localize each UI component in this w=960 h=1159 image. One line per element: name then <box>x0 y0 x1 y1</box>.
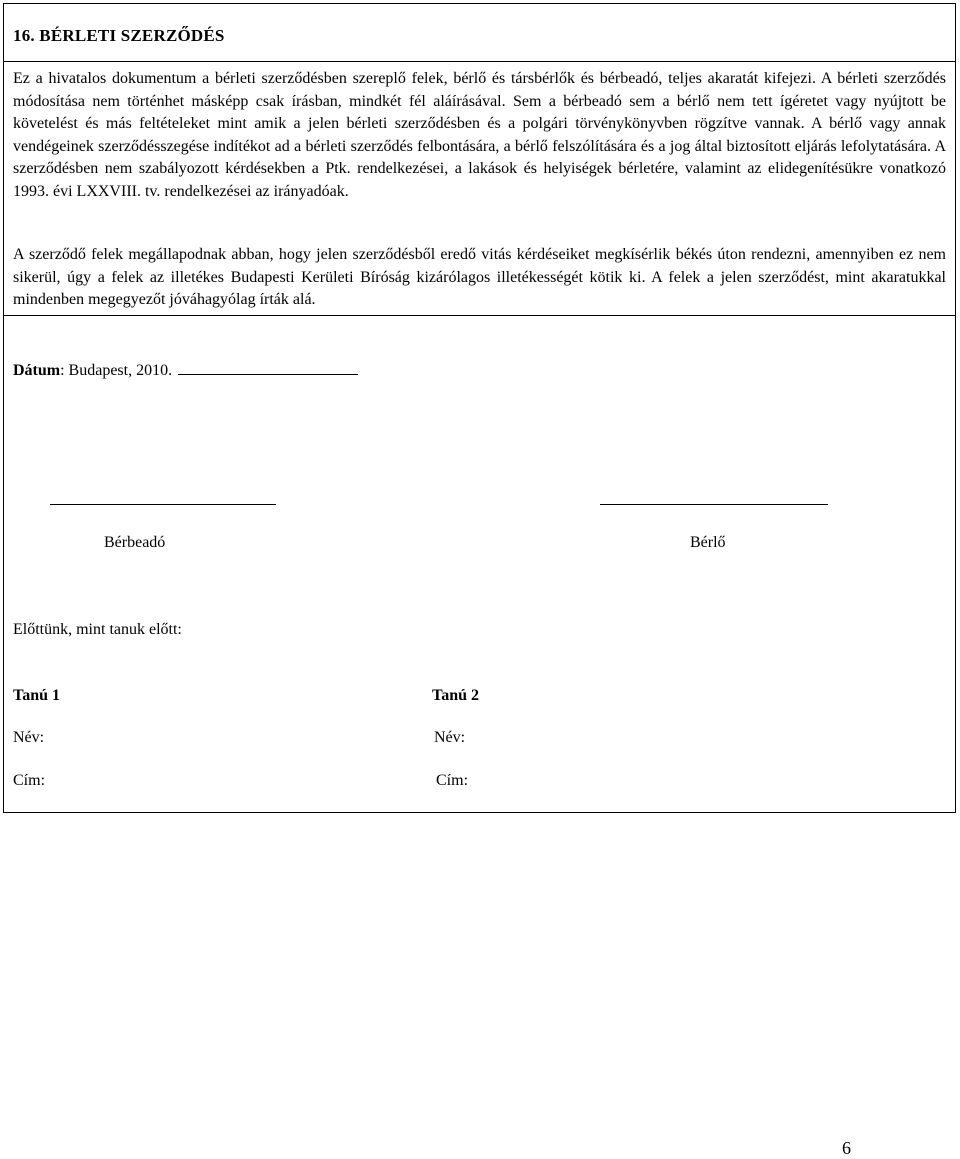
witness-intro: Előttünk, mint tanuk előtt: <box>13 621 182 638</box>
terms-row <box>4 62 955 316</box>
witness-1-heading: Tanú 1 <box>13 687 60 704</box>
tenant-signature-line <box>600 504 828 505</box>
witness-2-address-label: Cím: <box>436 772 469 789</box>
date-line <box>13 360 358 380</box>
section-title: 16. BÉRLETI SZERZŐDÉS <box>13 26 225 45</box>
date-blank-line <box>178 360 358 375</box>
witness-1-address-label: Cím: <box>13 772 46 789</box>
date-value: : Budapest, 2010. <box>60 362 173 379</box>
witness-2-heading: Tanú 2 <box>432 687 479 704</box>
date-label: Dátum <box>13 362 61 379</box>
contract-frame <box>3 3 956 813</box>
section-header-row <box>4 4 955 62</box>
terms-paragraph-2: A szerződő felek megállapodnak abban, hogy jelen szerződésből eredő vitás kérdéseiket megkísérlik békés úton rendezni, amennyiben ez nem sikerül, úgy a felek az illetékes Budapesti Kerületi Bíróság kizárólagos illetékességét kötik ki. A felek a jelen szerződést, mint akaratukkal mindenben megegyezőt jóváhagyólag írták alá. <box>13 246 946 309</box>
landlord-signature-label: Bérbeadó <box>104 534 166 551</box>
tenant-signature-label: Bérlő <box>690 534 726 551</box>
landlord-signature-line <box>50 504 276 505</box>
witness-1-name-label: Név: <box>13 729 45 746</box>
witness-2-name-label: Név: <box>434 729 466 746</box>
terms-paragraph-1: Ez a hivatalos dokumentum a bérleti szerződésben szereplő felek, bérlő és társbérlők és bérbeadó, teljes akaratát kifejezi. A bérleti szerződés módosítása nem történhet másképp csak írásban, mindkét fél aláírásával. Sem a bérbeadó sem a bérlő nem tett ígéretet vagy nyújtott be követelést és más feltételeket mint amik a jelen bérleti szerződésben és a polgári törvénykönyvben rögzítve vannak. A bérlő vagy annak vendégeinek szerződésszegése indítékot ad a bérleti szerződés felbontására, a bérlő felszólítására és a jog által biztosított eljárás lefolytatására. A szerződésben nem szabályozott kérdésekben a Ptk. rendelkezései, a lakások és helyiségek bérletére, valamint az elidegenítésükre vonatkozó 1993. évi LXXVIII. tv. rendelkezései az irányadóak. <box>13 70 946 200</box>
page-number: 6 <box>842 1138 851 1158</box>
